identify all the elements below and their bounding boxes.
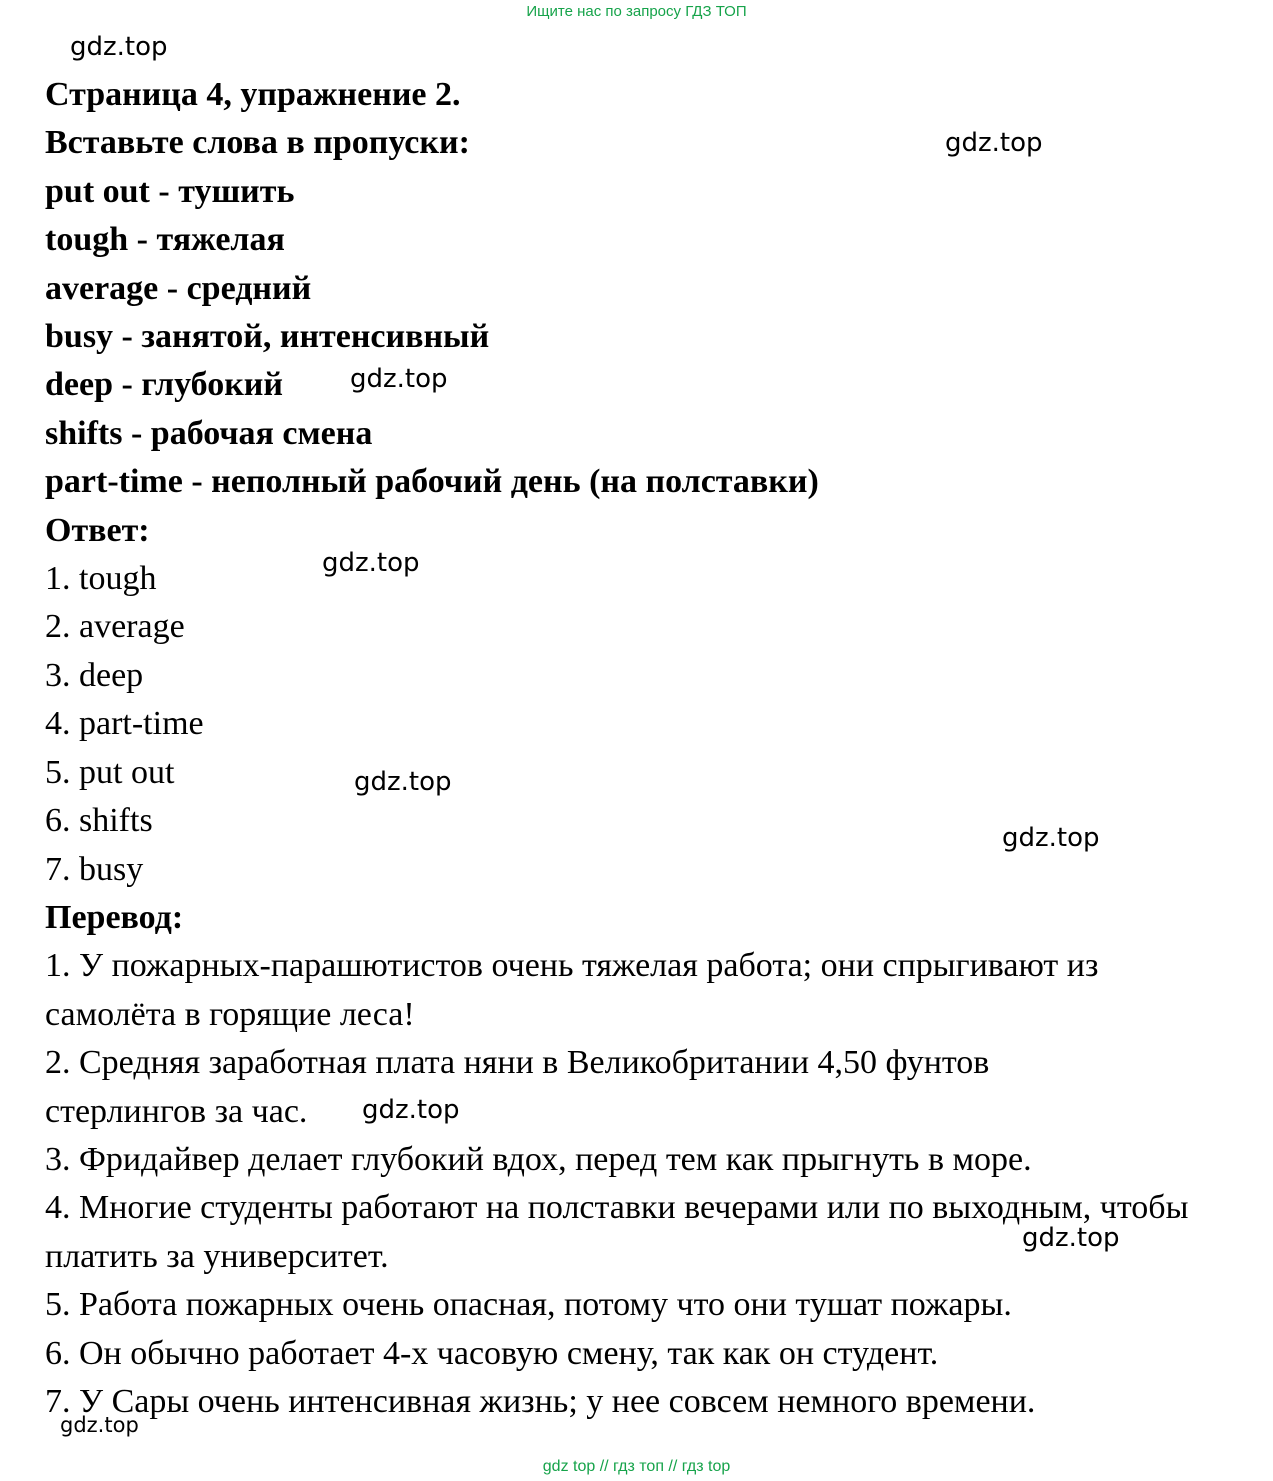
watermark: gdz.top (945, 128, 1043, 158)
translation-item: 2. Средняя заработная плата няни в Великобритании 4,50 фунтов стерлингов за час. (45, 1044, 990, 1130)
watermark: gdz.top (350, 364, 448, 394)
watermark: gdz.top (60, 1413, 139, 1437)
footer-links: gdz top // гдз топ // гдз top (542, 1458, 731, 1475)
vocabulary-item: tough - тяжелая (45, 221, 285, 259)
answer-item: 1. tough (45, 560, 157, 598)
vocabulary-item: deep - глубокий (45, 366, 283, 404)
instruction: Вставьте слова в пропуски: (45, 124, 470, 162)
answer-item: 5. put out (45, 753, 175, 791)
watermark: gdz.top (362, 1095, 460, 1125)
answer-item: 3. deep (45, 656, 144, 694)
translation-item: 3. Фридайвер делает глубокий вдох, перед тем как прыгнуть в море. (45, 1140, 1032, 1178)
answer-item: 7. busy (45, 850, 144, 888)
translation-item: 5. Работа пожарных очень опасная, потому что они тушат пожары. (45, 1286, 1012, 1324)
answer-heading: Ответ: (45, 511, 150, 549)
vocabulary-item: put out - тушить (45, 172, 295, 210)
vocabulary-item: part-time - неполный рабочий день (на полставки) (45, 463, 819, 501)
search-hint-banner: Ищите нас по запросу ГДЗ ТОП (526, 3, 747, 20)
translation-item: 6. Он обычно работает 4-х часовую смену, так как он студент. (45, 1334, 939, 1372)
translation-item: 4. Многие студенты работают на полставки вечерами или по выходным, чтобы платить за университет. (45, 1189, 1189, 1275)
vocabulary-item: shifts - рабочая смена (45, 414, 373, 452)
answer-item: 6. shifts (45, 802, 153, 840)
translation-list (45, 942, 1260, 1426)
watermark: gdz.top (1022, 1223, 1120, 1253)
translation-item: 1. У пожарных-парашютистов очень тяжелая работа; они спрыгивают из самолёта в горящие леса! (45, 947, 1099, 1033)
answer-item: 4. part-time (45, 705, 204, 743)
watermark: gdz.top (1002, 823, 1100, 853)
vocabulary-list (45, 168, 1260, 507)
translation-heading: Перевод: (45, 898, 184, 936)
vocabulary-item: busy - занятой, интенсивный (45, 318, 490, 356)
watermark: gdz.top (322, 548, 420, 578)
answer-item: 2. average (45, 608, 185, 646)
vocabulary-item: average - средний (45, 269, 312, 307)
watermark: gdz.top (70, 32, 168, 62)
translation-item: 7. У Сары очень интенсивная жизнь; у нее совсем немного времени. (45, 1382, 1036, 1420)
watermark: gdz.top (354, 767, 452, 797)
page-title: Страница 4, упражнение 2. (45, 76, 461, 113)
